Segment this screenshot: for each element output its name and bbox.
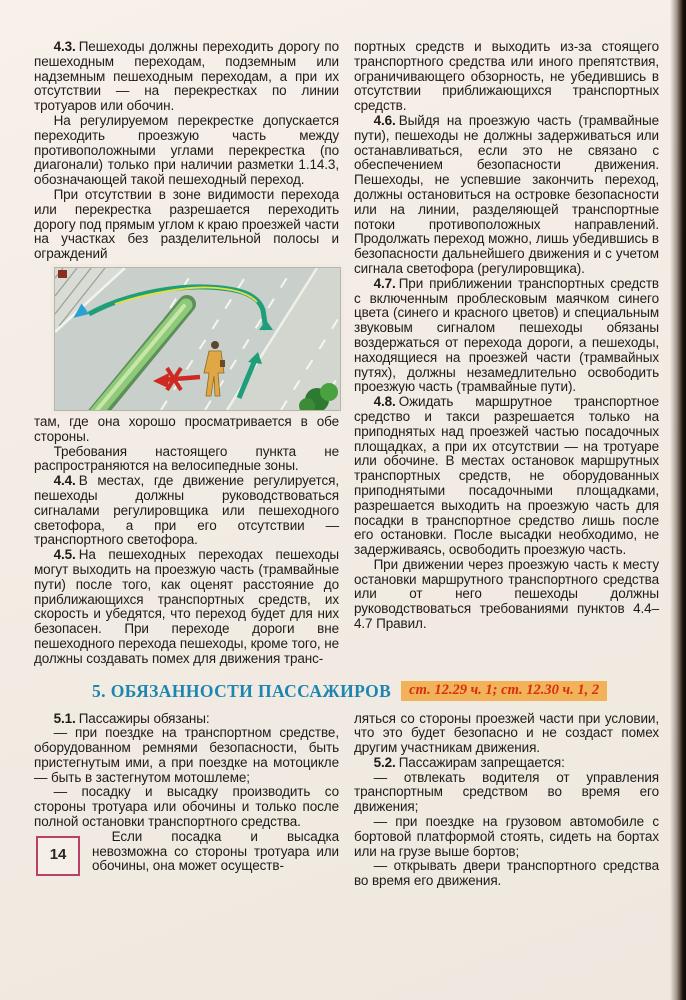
clause-text: На регулируемом перекрестке допускается переходить проезжую часть между противоположными углами перекрестка (по диагонали) только при наличии разметки 1.14.3, обозначающей такой пешеходный переход.	[34, 112, 339, 188]
left-column-bottom	[34, 712, 339, 890]
clause-text: На пешеходных переходах пешеходы могут выходить на проезжую часть (трамвайные пути) после того, как оценят расстояние до приближающихся транспортных средств, их скорость и убедятся, что переход будет для них безопасен. При переходе дороги вне пешеходного перехода пешеходы, кроме того, не должны создавать помех для движения транс-	[34, 547, 339, 666]
clause-text: — при поездке на транспортном средстве, оборудованном ремнями безопасности, быть пристегнутым ими, а при поездке на мотоцикле — быть в застегнутом мотошлеме;	[34, 725, 339, 785]
clause-number: 5.2.	[373, 754, 396, 770]
section-title: 5. ОБЯЗАННОСТИ ПАССАЖИРОВ	[92, 680, 392, 701]
road-diagram	[55, 268, 340, 410]
clause-text: При приближении транспортных средств с включенным проблесковым маячком синего цвета (синего и красного цветов) и специальным звуковым сигналом пешеходы обязаны воздержаться от перехода дороги, а пешеходы, находящиеся на проезжей части (трамвайных путях), должны незамедлительно освободить проезжую часть (трамвайные пути).	[354, 275, 659, 395]
paragraph	[354, 771, 659, 815]
paragraph	[34, 785, 339, 829]
left-column	[34, 40, 339, 667]
clause-number: 4.8.	[373, 394, 396, 410]
clause-text: Пассажиры обязаны:	[78, 710, 210, 726]
paragraph	[354, 40, 659, 114]
paragraph	[34, 445, 339, 475]
paragraph	[34, 415, 339, 445]
clause-number: 4.5.	[53, 547, 76, 563]
clause-text: там, где она хорошо просматривается в обе стороны.	[34, 413, 339, 444]
clause-text: При движении через проезжую часть к месту остановки маршрутного транспортного средства или от него пешеходы должны руководствоваться требованиями пунктов 4.4–4.7 Правил.	[354, 556, 659, 632]
paragraph	[34, 188, 339, 262]
book-binding-shadow	[670, 0, 686, 1000]
clause-text: В местах, где движение регулируется, пешеходы должны руководствоваться сигналами регулировщика или пешеходного светофора, а при его отсутствии — транспортного светофора.	[34, 473, 339, 548]
clause-number: 5.1.	[53, 710, 76, 726]
paragraph-4-8	[354, 395, 659, 558]
paragraph	[354, 712, 659, 756]
corner-mark	[58, 270, 67, 278]
page-number-value: 14	[49, 846, 67, 864]
road-crossing-illustration	[54, 267, 341, 411]
section-5-heading	[92, 681, 660, 702]
paragraph-4-7	[354, 277, 659, 395]
paragraph-5-1	[34, 712, 339, 727]
clause-text: При отсутствии в зоне видимости перехода или перекрестка разрешается переходить дорогу под прямым углом к краю проезжей части на участках без разделительной полосы и ограждений	[34, 186, 339, 262]
paragraph-4-4	[34, 474, 339, 548]
clause-number: 4.3.	[53, 39, 76, 54]
paragraph	[354, 859, 659, 889]
clause-number: 4.4.	[53, 473, 76, 489]
right-column-bottom	[354, 712, 659, 890]
clause-text: портных средств и выходить из-за стоящего транспортного средства или иного препятствия, ограничивающего обзорность, не убедившись в отсутствии приближающихся транспортных средств.	[354, 39, 659, 114]
legal-citation-badge: ст. 12.29 ч. 1; ст. 12.30 ч. 1, 2	[401, 681, 607, 701]
page-number	[36, 836, 80, 876]
paragraph-4-3	[34, 40, 339, 114]
paragraph	[34, 726, 339, 785]
clause-text: — открывать двери транспортного средства во время его движения.	[354, 858, 659, 889]
paragraph	[354, 815, 659, 859]
section-5-passengers	[34, 712, 660, 890]
page-content	[34, 40, 660, 889]
clause-text: — посадку и высадку производить со стороны тротуара или обочины и только после полной остановки транспортного средства.	[34, 784, 339, 830]
paragraph-4-5	[34, 548, 339, 666]
clause-text: Требования настоящего пункта не распространяются на велосипедные зоны.	[34, 443, 339, 474]
clause-text: Если посадка и высадка невозможна со стороны тротуара или обочины, она может осуществ-	[92, 828, 339, 874]
paragraph	[34, 114, 339, 188]
clause-text: Пассажирам запрещается:	[398, 754, 565, 770]
paragraph-4-6	[354, 114, 659, 277]
clause-text: — при поездке на грузовом автомобиле с бортовой платформой стоять, сидеть на бортах или на грузе выше бортов;	[354, 814, 659, 859]
clause-text: Пешеходы должны переходить дорогу по пешеходным переходам, подземным или надземным пешеходным переходам, а при их отсутствии — на перекрестках по линии тротуаров или обочин.	[34, 39, 339, 114]
clause-text: ляться со стороны проезжей части при условии, что это будет безопасно и не создаст помех другим участникам движения.	[354, 710, 659, 756]
right-column	[354, 40, 659, 667]
clause-number: 4.6.	[373, 112, 396, 128]
section-4-pedestrians	[34, 40, 660, 667]
clause-text: Ожидать маршрутное транспортное средство и такси разрешается только на приподнятых над проезжей частью посадочных площадках, а при их отсутствии — на тротуаре или обочине. В местах остановок маршрутных транспортных средств, не оборудованных приподнятыми посадочными площадками, разрешается выходить на проезжую часть для посадки в транспортное средство лишь после его остановки. После высадки необходимо, не задерживаясь, освободить проезжую часть.	[354, 394, 659, 558]
paragraph-5-2	[354, 756, 659, 771]
clause-text: — отвлекать водителя от управления транспортным средством во время его движения;	[354, 769, 659, 815]
clause-number: 4.7.	[373, 275, 396, 291]
clause-text: Выйдя на проезжую часть (трамвайные пути), пешеходы не должны задерживаться или останавливаться, если это не связано с обеспечением безопасности движения. Пешеходы, не успевшие закончить переход, должны остановиться на островке безопасности или на линии, разделяющей транспортные потоки противоположных направлений. Продолжать переход можно, лишь убедившись в безопасности дальнейшего движения и с учетом сигнала светофора (регулировщика).	[354, 112, 659, 276]
paragraph	[354, 558, 659, 632]
